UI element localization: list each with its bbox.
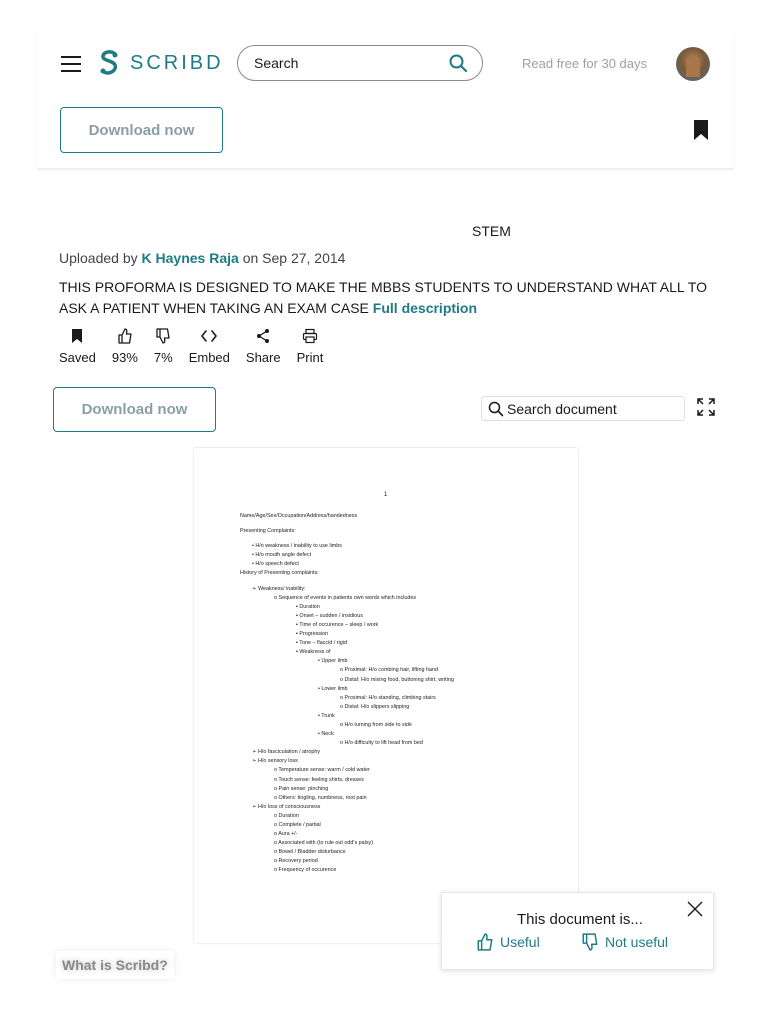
action-label: Saved xyxy=(59,350,96,365)
search-icon xyxy=(488,401,504,417)
uploaded-prefix: Uploaded by xyxy=(59,250,138,266)
page-line: o Complete / partial xyxy=(274,822,321,828)
thumbs-down-icon xyxy=(581,933,599,951)
share-button[interactable] xyxy=(246,328,281,365)
page-line: ➢ H/o fasciculation / atrophy xyxy=(252,749,321,756)
page-line: ▪ Onset – sudden / insidious xyxy=(296,612,363,619)
document-description xyxy=(59,277,719,319)
page-line: o H/o difficulty to lift head from bed xyxy=(340,740,423,747)
action-label: 93% xyxy=(111,350,138,365)
bookmark-icon xyxy=(69,328,85,344)
page-line: • Upper limb xyxy=(318,658,348,665)
page-content xyxy=(240,512,454,876)
close-icon[interactable] xyxy=(687,901,703,917)
not-useful-button[interactable] xyxy=(581,933,668,951)
page-line: • H/o mouth angle defect xyxy=(252,552,312,559)
page-line: o Temperature sense: warm / cold water xyxy=(274,767,370,774)
scribd-logo[interactable] xyxy=(98,50,224,76)
page-line: o Proximal: H/o combing hair, lifting hand xyxy=(340,667,438,674)
action-bar xyxy=(59,328,339,365)
page-number: 1 xyxy=(384,492,388,498)
share-icon xyxy=(255,328,271,344)
thumbs-up-icon xyxy=(476,933,494,951)
page-line: o Associated with (to rule out odd's palsy) xyxy=(274,840,374,847)
page-line: ➢ Weakness/ inability: xyxy=(252,585,306,592)
uploader-link[interactable]: K Haynes Raja xyxy=(141,250,239,266)
page-line: • H/o speech defect xyxy=(252,561,299,568)
download-button[interactable]: Download now xyxy=(53,387,216,432)
embed-icon xyxy=(201,328,217,344)
page-line: ▪ Weakness of xyxy=(296,649,331,656)
page-line: • Neck xyxy=(318,731,334,738)
page-line: o Touch sense: feeling shirts, dresses xyxy=(274,776,364,783)
like-button[interactable] xyxy=(112,328,138,365)
search-input[interactable] xyxy=(237,45,483,81)
page-line: ➢ H/o loss of consciousness xyxy=(252,803,321,810)
page-line: ▪ Duration xyxy=(296,603,320,610)
document-page xyxy=(194,448,578,943)
avatar[interactable] xyxy=(676,47,710,81)
fullscreen-icon[interactable] xyxy=(697,398,715,416)
print-icon xyxy=(302,328,318,344)
page-line: ▪ Tone – flaccid / rigid xyxy=(296,640,347,647)
action-label: Print xyxy=(296,350,324,365)
page-line: o Bowel / Bladder disturbance xyxy=(274,849,346,856)
print-button[interactable] xyxy=(297,328,324,365)
scribd-logo-icon xyxy=(98,50,120,76)
save-button[interactable] xyxy=(59,328,96,365)
bookmark-icon[interactable] xyxy=(693,119,709,141)
action-label: Embed xyxy=(188,350,230,365)
logo-text: SCRIBD xyxy=(130,51,224,74)
uploaded-date: on Sep 27, 2014 xyxy=(242,250,346,266)
page-line: • Lower limb xyxy=(318,685,348,692)
page-line: Name/Age/Sex/Occupation/Address/handedness xyxy=(240,513,358,519)
page-line: • Trunk xyxy=(318,712,335,719)
page-line: Presenting Complaints: xyxy=(240,528,296,535)
page-line: o Duration xyxy=(274,812,299,819)
useful-label: Useful xyxy=(500,934,540,950)
category-label: STEM xyxy=(472,223,511,239)
action-label: 7% xyxy=(153,350,173,365)
what-is-scribd-link[interactable]: What is Scribd? xyxy=(56,951,174,979)
top-header xyxy=(37,30,734,168)
feedback-title: This document is... xyxy=(517,911,643,928)
description-text: THIS PROFORMA IS DESIGNED TO MAKE THE MBBS STUDENTS TO UNDERSTAND WHAT ALL TO ASK A PATIENT WHEN TAKING AN EXAM CASE xyxy=(59,279,708,316)
read-free-link[interactable]: Read free for 30 days xyxy=(522,56,648,71)
page-line: o Others: tingling, numbness, root pain xyxy=(274,794,367,801)
page-line: o H/o turning from side to side xyxy=(340,721,412,728)
not-useful-label: Not useful xyxy=(605,934,669,950)
page-line: ▪ Time of occurence – sleep / work xyxy=(296,621,379,628)
embed-button[interactable] xyxy=(189,328,230,365)
page-line: o Recovery period xyxy=(274,858,318,865)
useful-button[interactable] xyxy=(476,933,540,951)
page-line: o Proximal: H/o standing, climbing stairs xyxy=(340,694,436,701)
page-line: ▪ Progression xyxy=(296,631,329,638)
thumbs-down-icon xyxy=(155,328,171,344)
feedback-popup xyxy=(441,892,714,970)
action-label: Share xyxy=(245,350,281,365)
thumbs-up-icon xyxy=(117,328,133,344)
search-document-placeholder: Search document xyxy=(507,400,617,417)
page-line: History of Presenting complaints: xyxy=(240,570,319,577)
page-line: • H/o weakness / inability to use limbs xyxy=(252,543,342,550)
page-line: o Pain sense: pinching xyxy=(274,785,329,792)
page-line: o Sequence of events in patients own words which includes xyxy=(274,594,417,601)
download-button-top[interactable]: Download now xyxy=(60,107,223,153)
page-line: o Distal: H/o mixing food, buttoning shirt, writing xyxy=(340,676,454,683)
page-line: ➢ H/o sensory loss xyxy=(252,758,298,765)
search-placeholder: Search xyxy=(254,55,299,71)
upload-info xyxy=(59,250,345,266)
search-icon[interactable] xyxy=(448,53,468,73)
page-line: o Frequency of occurence xyxy=(274,867,337,874)
full-description-link[interactable]: Full description xyxy=(372,300,478,316)
menu-icon[interactable] xyxy=(61,56,81,72)
search-document-input[interactable] xyxy=(481,396,685,421)
page-line: o Distal: H/o slippers slipping xyxy=(340,703,410,710)
page-line: o Aura +/- xyxy=(274,831,298,838)
dislike-button[interactable] xyxy=(154,328,173,365)
